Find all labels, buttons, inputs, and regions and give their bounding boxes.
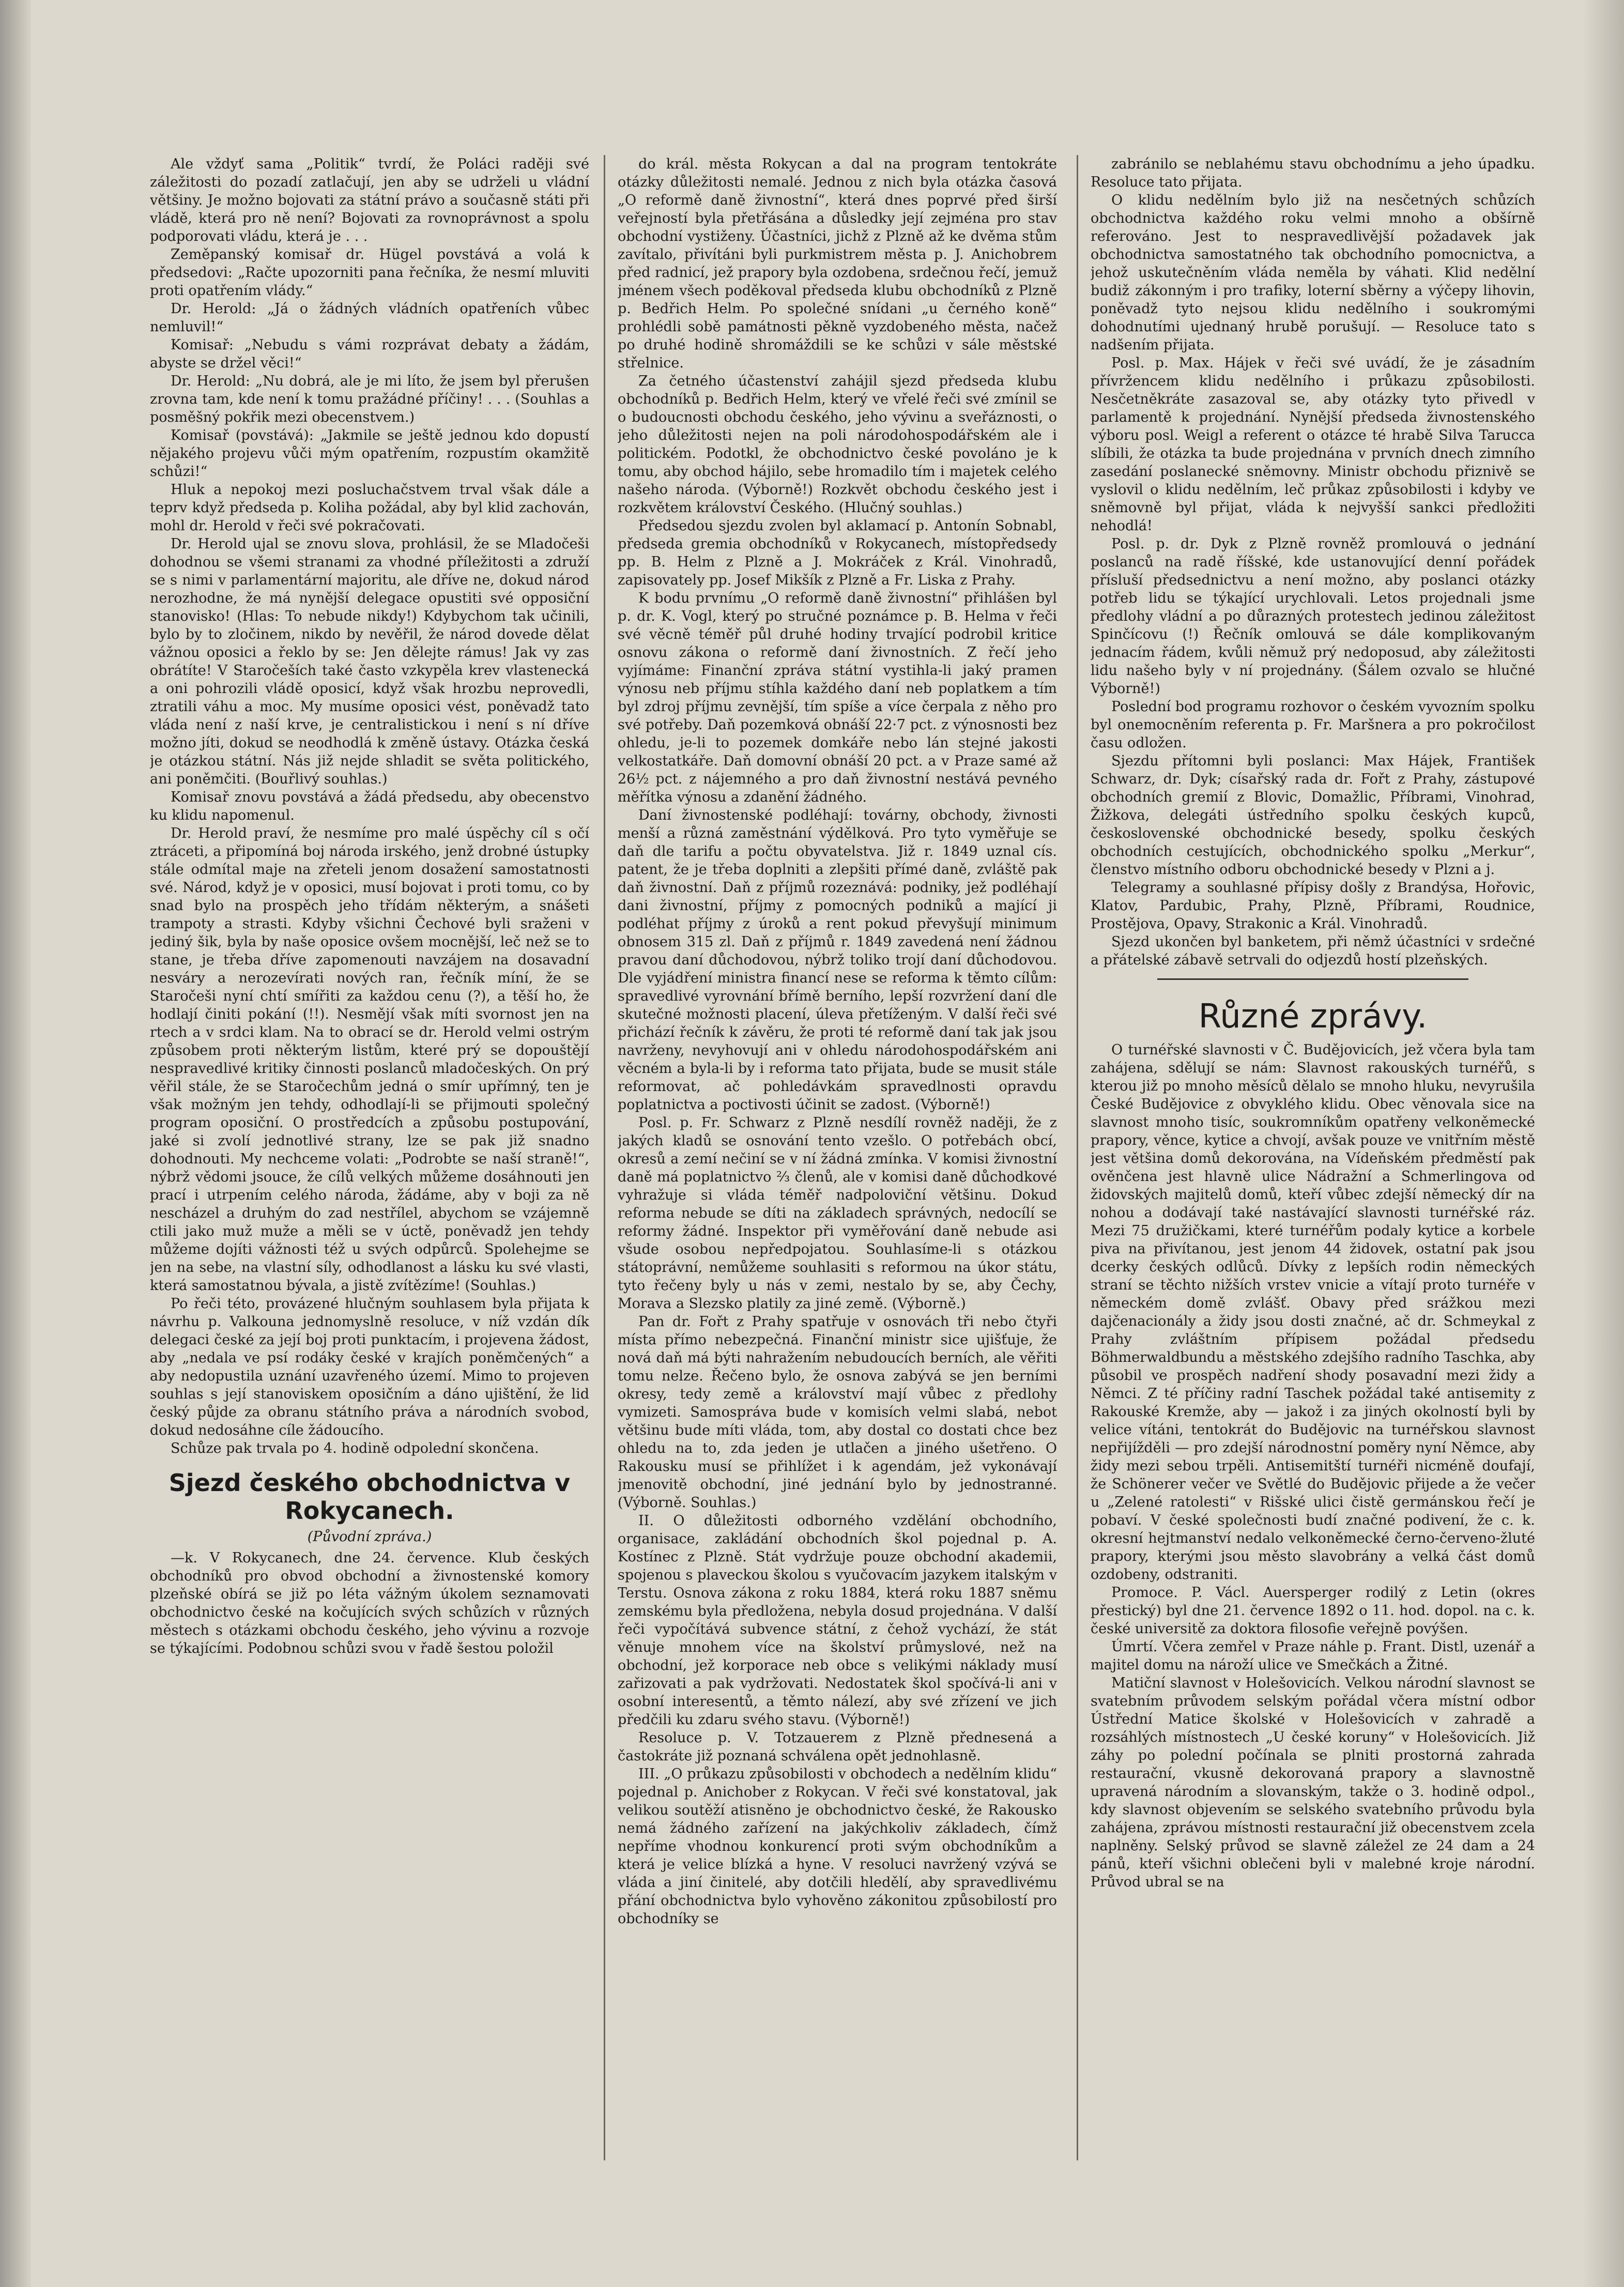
paragraph: —k. V Rokycanech, dne 24. července. Klub českých obchodníků pro obvod obchodní a živnostenské komory plzeňské obírá se již po léta vážným úkolem seznamovati obchodnictvo české na kočujících svých schůzích v různých městech s otázkami obchodu českého, jeho vývinu a rozvoje se týkajícími. Podobnou schůzi svou v řadě šestou položil bbox=[150, 1550, 589, 1656]
column-3 bbox=[1091, 155, 1535, 2160]
news-item: O turnéřské slavnosti v Č. Budějovicích, jež včera byla tam zahájena, sdělují se nám: Slavnost rakouských turnéřů, s kterou již po mnoho měsíců dělalo se mnoho hluku, nevyrušila České Budějovice z obvyklého klidu. Obec věnovala sice na slavnost mnoho tisíc, soukromníkům opatřeny velkoněmecké prapory, věnce, kytice a chvojí, avšak pouze ve vnitřním městě jest většina domů dekorována, na Vídeňském předměstí pak ověnčena jest hlavně ulice Nádražní a Schmerlingova od židovských majitelů domů, kteří vůbec zdejší německý dír na nohou a dodávají také nastávající slavnosti turnéřské ráz. Mezi 75 družičkami, které turnéřům podaly kytice a korbele piva na přivítanou, jest jenom 44 židovek, ostatní pak jsou dcerky českých odlůců. Dívky z lepších rodin německých straní se těchto nižších vrstev vnicie a vítají proto turnéře v německém domě zvlášť. Obavy před srážkou mezi dajčenacionály a židy jsou dosti značné, ač dr. Schmeykal z Prahy zvláštním přípisem požádal předsedu Böhmerwaldbundu a městského zdejšího radního Taschka, aby působil ve prospěch nadření shody posavadní mezi židy a Němci. Z té příčiny radní Taschek požádal také antisemity z Rakouské Kremže, aby — jakož i za jiných okolností byli by velice vítáni, tentokrát do Budějovic na turnéřskou slavnost nepřijížděli — pro zdejší národnostní poměry nyní Němce, aby židy mezi sebou trpěli. Antisemitští turnéři nicméně doufají, že Schönerer večer ve Světlé do Budějovic přijede a že večer u „Zelené ratolesti“ v Rišské ulici čistě germánskou řečí je pobaví. V české společnosti budí značné podivení, že c. k. okresní hejtmanství nedalo velkoněmecké černo-červeno-žluté prapory, kterými jsou město slavobrány a velká část domů ozdobeny, odstraniti. bbox=[1091, 1042, 1535, 1583]
paragraph: Po řeči této, provázené hlučným souhlasem byla přijata k návrhu p. Valkouna jednomyslně resoluce, v níž vzdán dík delegaci české za její boj proti punktacím, i projevena žádost, aby „nedala ve psí rodáky české v krajích poněmčených“ a aby nedopustila uznání uzavřeného území. Mimo to projeven souhlas s její stanoviskem oposičním a dáno ujištění, že lid český půjde za obranu státního práva a národních svobod, dokud nedosáhne cíle žádoucího. bbox=[150, 1296, 589, 1438]
paragraph: Dr. Herold: „Já o žádných vládních opatřeních vůbec nemluvil!“ bbox=[150, 301, 589, 335]
paragraph: III. „O průkazu způsobilosti v obchodech a nedělním klidu“ pojednal p. Anichober z Rokycan. V řeči své konstatoval, jak velikou soutěží atisněno je obchodnictvo české, že Rakousko nemá žádného zařízení na jakýchkoliv základech, čímž nepříme vhodnou konkurencí proti svým obchodníkům a která je velice blízká a hyne. V resoluci navržený vzývá se vláda a jiní činitelé, aby dotčili hledělí, aby spravedlivému přání obchodnictva bylo vyhověno zákonitou způsobilostí pro obchodníky se bbox=[618, 1766, 1057, 1927]
paragraph: Pan dr. Fořt z Prahy spatřuje v osnovách tři nebo čtyři místa přímo nebezpečná. Finanční ministr sice ujišťuje, že nová daň má býti nahražením nebudoucích berních, ale věřiti tomu nelze. Řečeno bylo, že osnova zabývá se jen berními okresy, tedy země a království mají vůbec z předlohy vymizeti. Samospráva bude v komisích velmi slabá, nebot většinu bude míti vláda, tom, aby dostal co dostati chce bez ohledu na to, zda jeden je utlačen a jiného ušetřeno. O Rakousku musí se přihlížet i k agendám, jež vykonávají jmenovitě obchodní, jiné jednání bylo by jednostranné. (Výborně. Souhlas.) bbox=[618, 1314, 1057, 1511]
column-1 bbox=[150, 155, 589, 2160]
paragraph: Komisař znovu povstává a žádá předsedu, aby obecenstvo ku klidu napomenul. bbox=[150, 789, 589, 823]
paragraph: do král. města Rokycan a dal na program tentokráte otázky důležitosti nemalé. Jednou z nich byla otázka časová „O reformě daně živnostní“, která dnes poprvé před širší veřejností byla přetřásána a důsledky její zejména pro stav obchodní vystiženy. Účastníci, jichž z Plzně až ke dvěma stům zavítalo, přivítáni byli purkmistrem města p. J. Anichobrem před radnicí, jež prapory byla ozdobena, srdečnou řečí, jemuž jménem všech poděkoval předseda klubu obchodníků z Plzně p. Bedřich Helm. Po společné snídani „u černého koně“ prohlédli sobě památnosti pěkně vyzdobeného města, načež po druhé hodině shromáždili se ke schůzi v sále městské střelnice. bbox=[618, 156, 1057, 371]
paragraph: Poslední bod programu rozhovor o českém vyvozním spolku byl onemocněním referenta p. Fr. Maršnera a pro pokročilost času odložen. bbox=[1091, 699, 1535, 751]
paragraph: Dr. Herold praví, že nesmíme pro malé úspěchy cíl s očí ztráceti, a připomíná boj národa irského, jenž drobné ústupky stále odmítal maje na zřeteli jenom dosažení samostatnosti své. Národ, když je v oposici, musí bojovat i proti tomu, co by snad bylo na prospěch jeho třídám některým, a snášeti trampoty a strasti. Kdyby všichni Čechové byli sraženi v jediný šik, byla by naše oposice ovšem mocnější, leč než se to stane, je třeba dříve zapomenouti navzájem na dosavadní nesváry a nerozevírati nových ran, řečník míní, že se Staročeši nyní chtí smířiti za každou cenu (?), a těší ho, že hodlají činiti pokání (!!). Nesmějí však míti svornost jen na rtech a v srdci klam. Na to obrací se dr. Herold velmi ostrým způsobem proti některým listům, které prý se dopouštějí nespravedlivé kritiky činnosti poslanců mladočeských. On prý věřil stále, že se Staročechům jedná o smír upřímný, ten je však možným jen tehdy, odhodlají-li se přijmouti společný program oposiční. O prostředcích a způsobu postupování, jaké si zvolí jednotlivé strany, lze se pak již snadno dohodnouti. My nechceme volati: „Podrobte se naší straně!“, nýbrž vědomi jsouce, že cílů velkých můžeme dosáhnouti jen prací i utrpením celého národa, žádáme, aby v boji za ně nescházel a druhým do zad nestřílel, abychom se vzájemně ctili jako muž muže a měli se v úctě, poněvadž jen tehdy můžeme dojíti vážnosti též u svých odpůrců. Spolehejme se jen na sebe, na vlastní síly, odhodlanost a lásku ku své vlasti, která samostatnou bývala, a jistě zvítězíme! (Souhlas.) bbox=[150, 825, 589, 1294]
paragraph: zabránilo se neblahému stavu obchodnímu a jeho úpadku. Resoluce tato přijata. bbox=[1091, 156, 1535, 190]
news-item: Promoce. P. Václ. Auersperger rodilý z Letin (okres přestický) byl dne 21. července 1892 o 11. hod. dopol. na c. k. české universitě za doktora filosofie veřejně povýšen. bbox=[1091, 1585, 1535, 1637]
section-title: Různé zprávy. bbox=[1198, 997, 1428, 1036]
paragraph: Hluk a nepokoj mezi posluchačstvem trval však dále a teprv když předseda p. Koliha požádal, aby byl klid zachován, mohl dr. Herold v řeči své pokračovati. bbox=[150, 482, 589, 534]
article-subtitle: (Původní zpráva.) bbox=[307, 1529, 432, 1545]
column-2 bbox=[618, 155, 1057, 2160]
paragraph: II. O důležitosti odborného vzdělání obchodního, organisace, zakládání obchodních škol pojednal p. A. Kostínec z Plzně. Stát vydržuje pouze obchodní akademii, spojenou s plaveckou školou s vyučovacím jazykem italským v Terstu. Osnova zákona z roku 1884, která roku 1887 sněmu zemskému byla předložena, nebyla dosud projednána. V další řeči vypočítává subvence státní, z čehož vychází, že stát věnuje mnohem více na školství průmyslové, než na obchodní, jež korporace neb obce s velikými náklady musí zařizovati a pak vydržovati. Nedostatek škol spočívá-li ani v osobní interesentů, a těmto nálezí, aby své zřízení ve jich předčili ku zdaru svého stavu. (Výborně!) bbox=[618, 1513, 1057, 1728]
news-item: Úmrtí. Včera zemřel v Praze náhle p. Frant. Distl, uzenář a majitel domu na nároží ulice ve Smečkách a Žitné. bbox=[1091, 1639, 1535, 1673]
paragraph: K bodu prvnímu „O reformě daně živnostní“ přihlášen byl p. dr. K. Vogl, který po stručné poznámce p. B. Helma v řeči své věcně téměř půl druhé hodiny trvající podrobil kritice osnovu zákona o reformě daní živnostních. Z řečí jeho vyjímáme: Finanční zpráva státní vystihla-li jaký pramen výnosu neb příjmu stíhla každého daní neb poplatkem a tím byl zdroj příjmu zevnější, tím spíše a více čerpala z něho pro své potřeby. Daň pozemková obnáší 22·7 pct. z výnosnosti bez ohledu, je-li to pozemek domkáře nebo lán stejné jakosti velkostatkáře. Daň domovní obnáší 20 pct. a v Praze samé až 26½ pct. z nájemného a pro daň živnostní nestává pevného měřítka výnosu a zdanění žádného. bbox=[618, 590, 1057, 805]
paragraph: Sjezdu přítomni byli poslanci: Max Hájek, František Schwarz, dr. Dyk; císařský rada dr. Fořt z Prahy, zástupové obchodních gremií z Blovic, Domažlic, Příbrami, Vinohrad, Žižkova, delegáti ústředního spolku českých kupců, československé obchodnické besedy, spolku českých obchodních cestujících, obchodnického spolku „Merkur“, členstvo místního odboru obchodnické besedy v Plzni a j. bbox=[1091, 753, 1535, 878]
paragraph: Posl. p. dr. Dyk z Plzně rovněž promlouvá o jednání poslanců na radě říšské, kde ustanovující denní pořádek přísluší předsednictvu a není možno, aby poslanci otázky potřeb lidu se týkající urychlovali. Letos projednali jsme předlohy vládní a po důrazných protestech jedinou záležitost Spinčícovu (!) Řečník omlouvá se dále komplikovaným jednacím řádem, kvůli němuž prý nedoposud, aby záležitosti lidu našeho byly v ní projednány. (Šálem ozvalo se hlučné Výborně!) bbox=[1091, 536, 1535, 697]
news-item: Matiční slavnost v Holešovicích. Velkou národní slavnost se svatebním průvodem selským pořádal včera místní odbor Ústřední Matice školské v Holešovicích v zahradě a rozsáhlých místnostech „U české koruny“ v Holešovicích. Již záhy po polední počínala se plniti prostorná zahrada restaurační, vkusně dekorovaná prapory a slavnostně upravená národním a slovanským, takže o 3. hodině odpol., kdy slavnost objevením se selského svatebního průvodu byla zahájena, zprávou místnosti restaurační již obecenstvem zcela naplněny. Selský průvod se slavně záležel ze 24 dam a 24 pánů, kteří všichni oblečeni byli v malebné kroje národní. Průvod ubral se na bbox=[1091, 1675, 1535, 1890]
paragraph: Posl. p. Fr. Schwarz z Plzně nesdílí rovněž naději, že z jakých kladů se osnování tento vzešlo. O potřebách obcí, okresů a zemí nečiní se v ní žádná zmínka. V komisi živnostní daně má poplatnictvo ⅔ členů, ale v komisi daně důchodkové vyhražuje si vláda téměř nadpoloviční většinu. Dokud reforma nebude se díti na základech správných, nedocílí se reformy žádné. Inspektor při vyměřování daně nebude asi všude osobou nepředpojatou. Souhlasíme-li s otázkou státoprávní, nemůžeme souhlasiti s reformou na úkor státu, tyto řečeny byly u nás v zemi, nestalo by se, aby Čechy, Morava a Slezsko platily za jiné země. (Výborně.) bbox=[618, 1115, 1057, 1312]
paragraph: Za četného účastenství zahájil sjezd předseda klubu obchodníků p. Bedřich Helm, který ve vřelé řeči své zmínil se o budoucnosti obchodu českého, jeho vývinu a sveřáznosti, o jeho důležitosti nejen na poli národohospodářském ale i politickém. Podotkl, že obchodnictvo české povoláno je k tomu, aby obchod hájilo, sebe hromadilo tím i majetek celého našeho národa. (Výborně!) Rozkvět obchodu českého jest i rozkvětem království Českého. (Hlučný souhlas.) bbox=[618, 373, 1057, 516]
paragraph: Posl. p. Max. Hájek v řeči své uvádí, že je zásadním přívržencem klidu nedělního i průkazu způsobilosti. Nesčetněkráte zasazoval se, aby otázky tyto přivedl v parlamentě k projednání. Nynější předseda živnostenského výboru posl. Weigl a referent o otázce té hrabě Silva Tarucca slíbili, že otázka ta bude projednána v prvních dnech zimního zasedání poslanecké sněmovny. Ministr obchodu přiznivě se vyslovil o klidu nedělním, leč průkaz způsobilosti i kdyby ve sněmovně byl přijat, vláda k nejvyšší sankci předložiti nehodlá! bbox=[1091, 355, 1535, 534]
paragraph: Dr. Herold: „Nu dobrá, ale je mi líto, že jsem byl přerušen zrovna tam, kde není k tomu pražádné příčiny! . . . (Souhlas a posměšný pokřik mezi obecenstvem.) bbox=[150, 373, 589, 425]
paragraph: Předsedou sjezdu zvolen byl aklamací p. Antonín Sobnabl, předseda gremia obchodníků v Rokycanech, místopředsedy pp. B. Helm z Plzně a J. Mokráček z Král. Vinohradů, zapisovately pp. Josef Mikšík z Plzně a Fr. Liska z Prahy. bbox=[618, 518, 1057, 588]
paragraph: Komisař (povstává): „Jakmile se ještě jednou kdo dopustí nějakého projevu vůči mým opatřením, rozpustím okamžitě schůzi!“ bbox=[150, 427, 589, 480]
paragraph: Telegramy a souhlasné přípisy došly z Brandýsa, Hořovic, Klatov, Pardubic, Prahy, Plzně, Příbrami, Roudnice, Prostějova, Opavy, Strakonic a Král. Vinohradů. bbox=[1091, 880, 1535, 932]
column-rule bbox=[604, 155, 605, 2160]
section-divider bbox=[1157, 978, 1468, 980]
column-rule bbox=[1077, 155, 1078, 2160]
article-title: Sjezd českého obchodnictva v Rokycanech. bbox=[168, 1469, 571, 1525]
paragraph: Schůze pak trvala po 4. hodině odpolední skončena. bbox=[171, 1440, 539, 1456]
paragraph: Dr. Herold ujal se znovu slova, prohlásil, že se Mladočeši dohodnou se všemi stranami za vhodné příležitosti a združí se s nimi v parlamentární majoritu, ale dříve ne, dokud národ nerozhodne, že má nynější delegace opustiti své opposiční stanovisko! (Hlas: To nebude nikdy!) Kdybychom tak učinili, bylo by to zločinem, nikdo by nevěřil, že národ dovede dělat vážnou oposici a řeklo by se: Jen dělejte rámus! Jak vy zas obrátíte! V Staročeších také často vzkypěla krev vlastenecká a oni pohrozili vládě oposicí, když však hrozbu neprovedli, ztratili váhu a moc. My musíme oposici vést, poněvadž tato vláda není z naší krve, je centralistickou i není s ní dříve možno jíti, dokud se neodhodlá k změně ústavy. Otázka česká je otázkou státní. Nás již nejde shladit se světa politického, ani poněmčiti. (Bouřlivý souhlas.) bbox=[150, 536, 589, 787]
paragraph: O klidu nedělním bylo již na nesčetných schůzích obchodnictva každého roku velmi mnoho a obšírně referováno. Jest to nespravedlivější požadavek jak obchodnictva samostatného tak obchodního pomocnictva, a jehož uskutečněním vláda neměla by váhati. Klid nedělní budiž zákonným i pro trafiky, loterní sběrny a výčepy lihovin, poněvadž tyto nejsou klidu nedělního i soukromými dohodnutími ujednaný hrubě porušují. — Resoluce tato s nadšením přijata. bbox=[1091, 192, 1535, 353]
paragraph: Ale vždyť sama „Politik“ tvrdí, že Poláci raději své záležitosti do pozadí zatlačují, jen aby se udrželi u vládní většiny. Je možno bojovati za státní právo a současně státi při vládě, která pro ně není? Bojovati za rovnoprávnost a spolu podporovati vládu, která je . . . bbox=[150, 156, 589, 244]
paragraph: Resoluce p. V. Totzauerem z Plzně přednesená a častokráte již poznaná schválena opět jednohlasně. bbox=[618, 1730, 1057, 1764]
paragraph: Sjezd ukončen byl banketem, při němž účastníci v srdečné a přátelské zábavě setrvali do odjezdů hostí plzeňských. bbox=[1091, 934, 1535, 968]
paragraph: Zeměpanský komisař dr. Hügel povstává a volá k předsedovi: „Račte upozorniti pana řečníka, že nesmí mluviti proti opatřením vlády.“ bbox=[150, 247, 589, 299]
paragraph: Daní živnostenské podléhají: továrny, obchody, živnosti menší a různá zaměstnání výdělková. Pro tyto vyměřuje se daň dle tarifu a počtu obyvatelstva. Již r. 1849 uznal cís. patent, že je třeba doplniti a zlepšiti přímé daně, zvláště pak daň živnostní. Daň z příjmů rozeznává: podniky, jež podléhají dani živnostní, příjmy z pomocných podniků a mající ji podléhat příjmy z úroků a rent pokud převyšují minimum obnosem 315 zl. Daň z příjmů r. 1849 zavedená není žádnou pravou daní důchodovou, nýbrž toliko trojí daní důchodovou. Dle vyjádření ministra financí nese se reforma k těmto cílům: spravedlivé vyrovnání břímě berního, lepší rozvržení daní dle skutečné možnosti placení, úleva přetíženým. V další řeči své přichází řečník k závěru, že proti té reformě daní tak jak jsou navrženy, nevyhovují ani v ohledu národohospodářském ani věcném a byla-li by i reforma tato přijata, bude se musit stále reformovat, ač pohledávkám spravedlnosti opravdu poplatnictva a poctivosti účinit se zadost. (Výborně!) bbox=[618, 807, 1057, 1113]
paragraph: Komisař: „Nebudu s vámi rozprávat debaty a žádám, abyste se držel věci!“ bbox=[150, 337, 589, 371]
